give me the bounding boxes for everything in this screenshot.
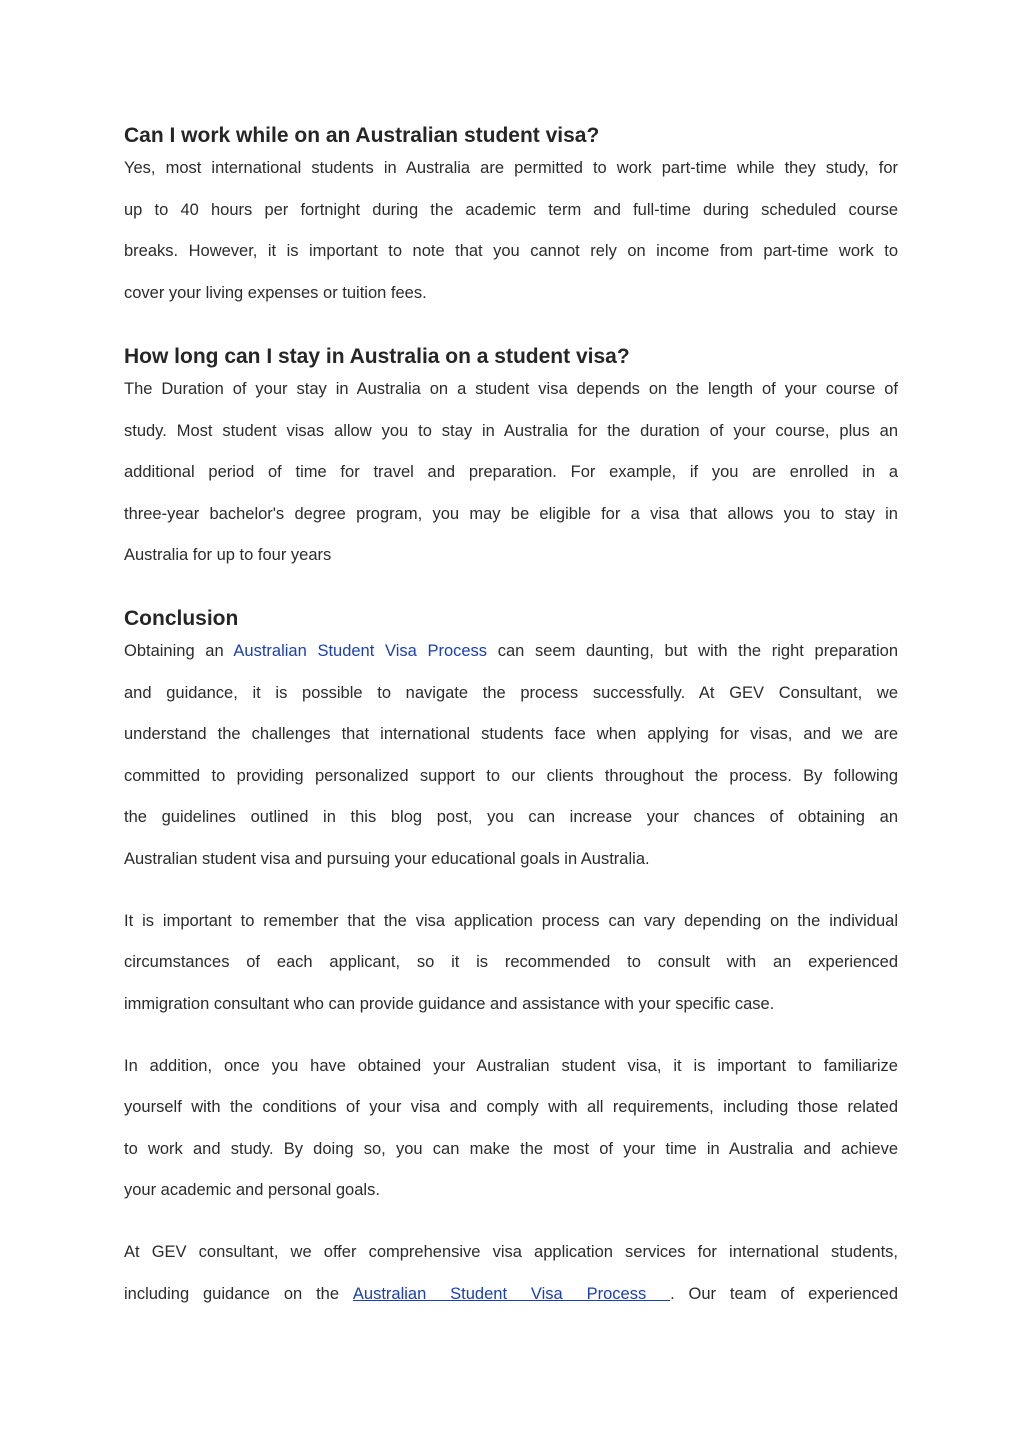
paragraph-line: It is important to remember that the visa application process can vary depending on the individual [124,912,898,930]
paragraph-line: understand the challenges that international students face when applying for visas, and we are [124,725,898,743]
australian-student-visa-process-link[interactable]: Australian Student Visa Process [233,642,488,660]
section-heading-stay: How long can I stay in Australia on a student visa? [124,345,630,368]
section-heading-work: Can I work while on an Australian student visa? [124,124,600,147]
paragraph-line: up to 40 hours per fortnight during the academic term and full-time during scheduled course [124,201,898,219]
paragraph-line: breaks. However, it is important to note that you cannot rely on income from part-time work to [124,242,898,260]
paragraph-line: In addition, once you have obtained your Australian student visa, it is important to familiarize [124,1057,898,1075]
paragraph-line: Yes, most international students in Australia are permitted to work part-time while they study, for [124,159,898,177]
paragraph-line: three-year bachelor's degree program, you may be eligible for a visa that allows you to stay in [124,505,898,523]
paragraph-line: cover your living expenses or tuition fees. [124,284,427,302]
paragraph-line: the guidelines outlined in this blog post, you can increase your chances of obtaining an [124,808,898,826]
paragraph-line: At GEV consultant, we offer comprehensive visa application services for international students, [124,1243,898,1261]
paragraph-line: Australia for up to four years [124,546,332,564]
text-segment: . Our team of experienced [670,1285,899,1303]
section-heading-conclusion: Conclusion [124,607,239,630]
paragraph-line: your academic and personal goals. [124,1181,380,1199]
paragraph-line: The Duration of your stay in Australia on a student visa depends on the length of your course of [124,380,898,398]
australian-student-visa-process-link-underlined[interactable]: Australian Student Visa Process [352,1285,671,1303]
paragraph-line: study. Most student visas allow you to stay in Australia for the duration of your course, plus an [124,422,898,440]
text-segment: including guidance on the [124,1285,353,1303]
paragraph-line [124,640,898,662]
paragraph-line [124,1283,898,1305]
paragraph-line: committed to providing personalized support to our clients throughout the process. By following [124,767,898,785]
paragraph-line: circumstances of each applicant, so it is recommended to consult with an experienced [124,953,898,971]
paragraph-line: yourself with the conditions of your visa and comply with all requirements, including those related [124,1098,898,1116]
text-segment: can seem daunting, but with the right preparation [487,642,898,660]
text-segment: Obtaining an [124,642,234,660]
paragraph-line: immigration consultant who can provide guidance and assistance with your specific case. [124,995,775,1013]
paragraph-line: and guidance, it is possible to navigate the process successfully. At GEV Consultant, we [124,684,898,702]
paragraph-line: additional period of time for travel and preparation. For example, if you are enrolled in a [124,463,898,481]
paragraph-line: to work and study. By doing so, you can make the most of your time in Australia and achieve [124,1140,898,1158]
paragraph-line: Australian student visa and pursuing your educational goals in Australia. [124,850,650,868]
